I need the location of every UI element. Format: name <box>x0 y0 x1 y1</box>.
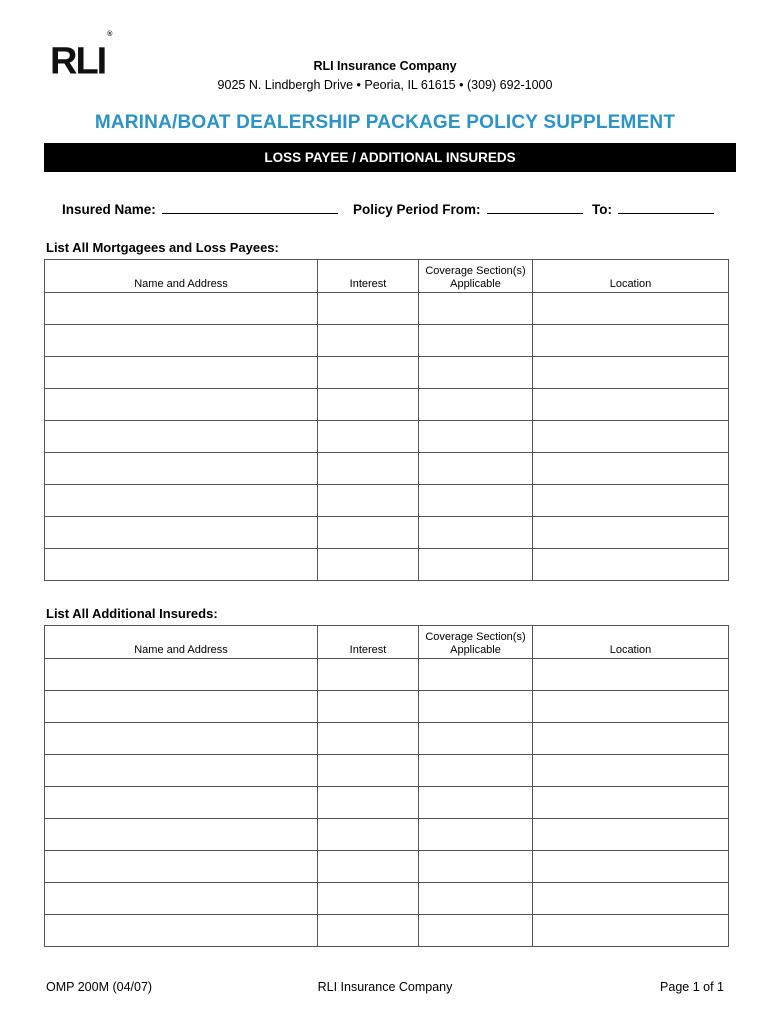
interest-cell[interactable] <box>318 421 419 453</box>
additional-insureds-table <box>44 625 729 947</box>
table-row <box>45 421 729 453</box>
table-row <box>45 325 729 357</box>
interest-cell[interactable] <box>318 357 419 389</box>
col-interest: Interest <box>318 626 419 659</box>
interest-cell[interactable] <box>318 485 419 517</box>
coverage-section-cell[interactable] <box>419 659 533 691</box>
col-coverage-line1: Coverage Section(s) <box>425 631 526 643</box>
coverage-section-cell[interactable] <box>419 293 533 325</box>
location-cell[interactable] <box>533 325 729 357</box>
location-cell[interactable] <box>533 357 729 389</box>
coverage-section-cell[interactable] <box>419 915 533 947</box>
interest-cell[interactable] <box>318 787 419 819</box>
interest-cell[interactable] <box>318 915 419 947</box>
location-cell[interactable] <box>533 755 729 787</box>
interest-cell[interactable] <box>318 851 419 883</box>
name-and-address-cell[interactable] <box>45 915 318 947</box>
col-coverage-sections <box>419 260 533 293</box>
location-cell[interactable] <box>533 389 729 421</box>
company-name: RLI Insurance Company <box>313 59 457 73</box>
table-row <box>45 755 729 787</box>
col-name-and-address: Name and Address <box>45 626 318 659</box>
coverage-section-cell[interactable] <box>419 485 533 517</box>
name-and-address-cell[interactable] <box>45 691 318 723</box>
table-row <box>45 691 729 723</box>
name-and-address-cell[interactable] <box>45 325 318 357</box>
interest-cell[interactable] <box>318 293 419 325</box>
interest-cell[interactable] <box>318 755 419 787</box>
table-row <box>45 389 729 421</box>
page-number: Page 1 of 1 <box>660 980 724 994</box>
coverage-section-cell[interactable] <box>419 883 533 915</box>
name-and-address-cell[interactable] <box>45 517 318 549</box>
coverage-section-cell[interactable] <box>419 389 533 421</box>
coverage-section-cell[interactable] <box>419 723 533 755</box>
table-row <box>45 851 729 883</box>
location-cell[interactable] <box>533 819 729 851</box>
name-and-address-cell[interactable] <box>45 293 318 325</box>
table-row <box>45 549 729 581</box>
mortgagees-label: List All Mortgagees and Loss Payees: <box>46 240 279 255</box>
interest-cell[interactable] <box>318 453 419 485</box>
location-cell[interactable] <box>533 421 729 453</box>
location-cell[interactable] <box>533 485 729 517</box>
table-row <box>45 357 729 389</box>
name-and-address-cell[interactable] <box>45 819 318 851</box>
col-interest: Interest <box>318 260 419 293</box>
col-location: Location <box>533 626 729 659</box>
table-row <box>45 819 729 851</box>
col-coverage-line2: Applicable <box>450 644 501 656</box>
location-cell[interactable] <box>533 549 729 581</box>
policy-period-from-label: Policy Period From: <box>353 202 481 217</box>
col-location: Location <box>533 260 729 293</box>
registered-mark: ® <box>107 31 113 38</box>
location-cell[interactable] <box>533 517 729 549</box>
table-row <box>45 787 729 819</box>
table-row <box>45 485 729 517</box>
location-cell[interactable] <box>533 883 729 915</box>
insured-name-label: Insured Name: <box>62 202 156 217</box>
name-and-address-cell[interactable] <box>45 659 318 691</box>
interest-cell[interactable] <box>318 325 419 357</box>
name-and-address-cell[interactable] <box>45 883 318 915</box>
table-row <box>45 883 729 915</box>
table-row <box>45 293 729 325</box>
coverage-section-cell[interactable] <box>419 819 533 851</box>
coverage-section-cell[interactable] <box>419 421 533 453</box>
insured-name-field[interactable] <box>62 200 338 217</box>
location-cell[interactable] <box>533 691 729 723</box>
policy-period-to-field[interactable] <box>592 200 714 217</box>
col-coverage-line2: Applicable <box>450 278 501 290</box>
interest-cell[interactable] <box>318 389 419 421</box>
interest-cell[interactable] <box>318 517 419 549</box>
interest-cell[interactable] <box>318 883 419 915</box>
interest-cell[interactable] <box>318 691 419 723</box>
location-cell[interactable] <box>533 453 729 485</box>
coverage-section-cell[interactable] <box>419 453 533 485</box>
location-cell[interactable] <box>533 659 729 691</box>
additional-insureds-label: List All Additional Insureds: <box>46 606 218 621</box>
name-and-address-cell[interactable] <box>45 389 318 421</box>
coverage-section-cell[interactable] <box>419 549 533 581</box>
policy-period-to-blank[interactable] <box>618 200 714 214</box>
logo-text: RLI <box>50 40 106 83</box>
name-and-address-cell[interactable] <box>45 723 318 755</box>
form-title: MARINA/BOAT DEALERSHIP PACKAGE POLICY SUPPLEMENT <box>94 112 676 133</box>
name-and-address-cell[interactable] <box>45 357 318 389</box>
location-cell[interactable] <box>533 787 729 819</box>
interest-cell[interactable] <box>318 549 419 581</box>
interest-cell[interactable] <box>318 723 419 755</box>
name-and-address-cell[interactable] <box>45 453 318 485</box>
mortgagees-table <box>44 259 729 581</box>
table-row <box>45 915 729 947</box>
name-and-address-cell[interactable] <box>45 485 318 517</box>
location-cell[interactable] <box>533 723 729 755</box>
interest-cell[interactable] <box>318 659 419 691</box>
name-and-address-cell[interactable] <box>45 421 318 453</box>
table-row <box>45 517 729 549</box>
location-cell[interactable] <box>533 915 729 947</box>
coverage-section-cell[interactable] <box>419 691 533 723</box>
to-label: To: <box>592 202 612 217</box>
location-cell[interactable] <box>533 293 729 325</box>
policy-period-from-blank[interactable] <box>487 200 583 214</box>
footer-company: RLI Insurance Company <box>317 980 453 994</box>
name-and-address-cell[interactable] <box>45 549 318 581</box>
coverage-section-cell[interactable] <box>419 325 533 357</box>
policy-period-from-field[interactable] <box>353 200 583 217</box>
coverage-section-cell[interactable] <box>419 787 533 819</box>
table-header-row <box>45 626 729 659</box>
name-and-address-cell[interactable] <box>45 851 318 883</box>
form-code: OMP 200M (04/07) <box>46 980 153 994</box>
coverage-section-cell[interactable] <box>419 755 533 787</box>
insured-name-blank[interactable] <box>162 200 338 214</box>
company-address: 9025 N. Lindbergh Drive • Peoria, IL 61615 • (309) 692-1000 <box>217 78 553 92</box>
interest-cell[interactable] <box>318 819 419 851</box>
coverage-section-cell[interactable] <box>419 357 533 389</box>
col-name-and-address: Name and Address <box>45 260 318 293</box>
coverage-section-cell[interactable] <box>419 517 533 549</box>
name-and-address-cell[interactable] <box>45 787 318 819</box>
location-cell[interactable] <box>533 851 729 883</box>
section-banner: LOSS PAYEE / ADDITIONAL INSUREDS <box>44 143 736 172</box>
name-and-address-cell[interactable] <box>45 755 318 787</box>
col-coverage-sections <box>419 626 533 659</box>
col-coverage-line1: Coverage Section(s) <box>425 265 526 277</box>
table-row <box>45 659 729 691</box>
coverage-section-cell[interactable] <box>419 851 533 883</box>
table-header-row <box>45 260 729 293</box>
table-row <box>45 453 729 485</box>
table-row <box>45 723 729 755</box>
